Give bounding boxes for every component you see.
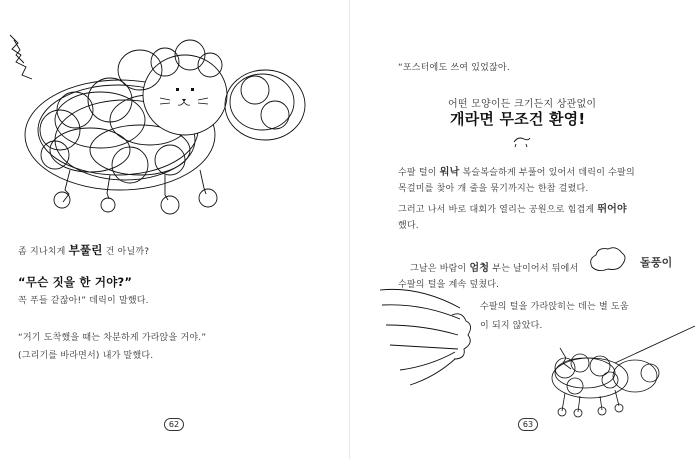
para2-line-1-em: 엄청 (469, 263, 490, 274)
para2-line-1-pre: 그날은 바람이 (410, 264, 470, 274)
page-number-right: 63 (518, 418, 538, 431)
para2-line-2: 수팔의 털을 계속 덮쳤다. (398, 280, 500, 290)
left-line-1-pre: 좀 지나치게 (18, 247, 69, 257)
left-line-1-em: 부풀린 (68, 243, 103, 257)
left-line-1-post: 건 아닐까? (102, 247, 150, 257)
small-dog-doodle (512, 134, 532, 148)
left-line-1 (18, 242, 149, 258)
poster-line-1: 어떤 모양이든 크기든지 상관없이 (448, 99, 597, 110)
para2-line-1 (410, 259, 578, 274)
dog-on-leash-illustration (535, 318, 695, 428)
poster-line-2: 개라면 무조건 환영! (450, 110, 586, 128)
para1-line-1-post: 복슬복슬하게 부풀어 있어서 데릭이 수팔의 (459, 168, 635, 178)
para1-line-3-em: 뛰어야 (597, 204, 627, 215)
fluffy-dog-illustration (0, 0, 350, 240)
para1-line-4: 했다. (398, 221, 419, 231)
para1-line-1 (398, 163, 635, 178)
wind-gust-illustration (380, 285, 500, 395)
para1-line-1-em: 워낙 (439, 167, 460, 178)
para2-line-3: 수팔의 털을 가라앉히는 데는 별 도움 (480, 302, 629, 312)
right-page (350, 0, 700, 459)
para1-line-3 (398, 200, 627, 215)
page-number-left: 62 (164, 418, 184, 431)
para2-line-1-post: 부는 날이어서 뒤에서 (489, 264, 579, 274)
right-top-line: “포스터에도 쓰여 있었잖아. (398, 63, 510, 73)
para2-line-4: 이 되지 않았다. (480, 321, 543, 331)
para2-gust: 돌풍이 (640, 256, 673, 269)
reply-line-2: (그리기를 바라면서) 내가 말했다. (18, 351, 154, 361)
para1-line-3-pre: 그러고 나서 바로 대회가 열리는 공원으로 힘겹게 (398, 205, 595, 215)
reply-line-1: “거기 도착했을 때는 차분하게 가라앉을 거야.” (18, 333, 207, 343)
gust-cloud-doodle (588, 247, 628, 277)
quote-title: “무슨 짓을 한 거야?” (18, 275, 133, 289)
para1-line-2: 목걸미를 찾아 개 줄을 묶기까지는 한참 걸렸다. (398, 184, 589, 194)
para1-line-1-pre: 수팔 털이 (398, 168, 440, 178)
quote-line: 꼭 푸들 같잖아!” 데릭이 말했다. (18, 296, 149, 306)
